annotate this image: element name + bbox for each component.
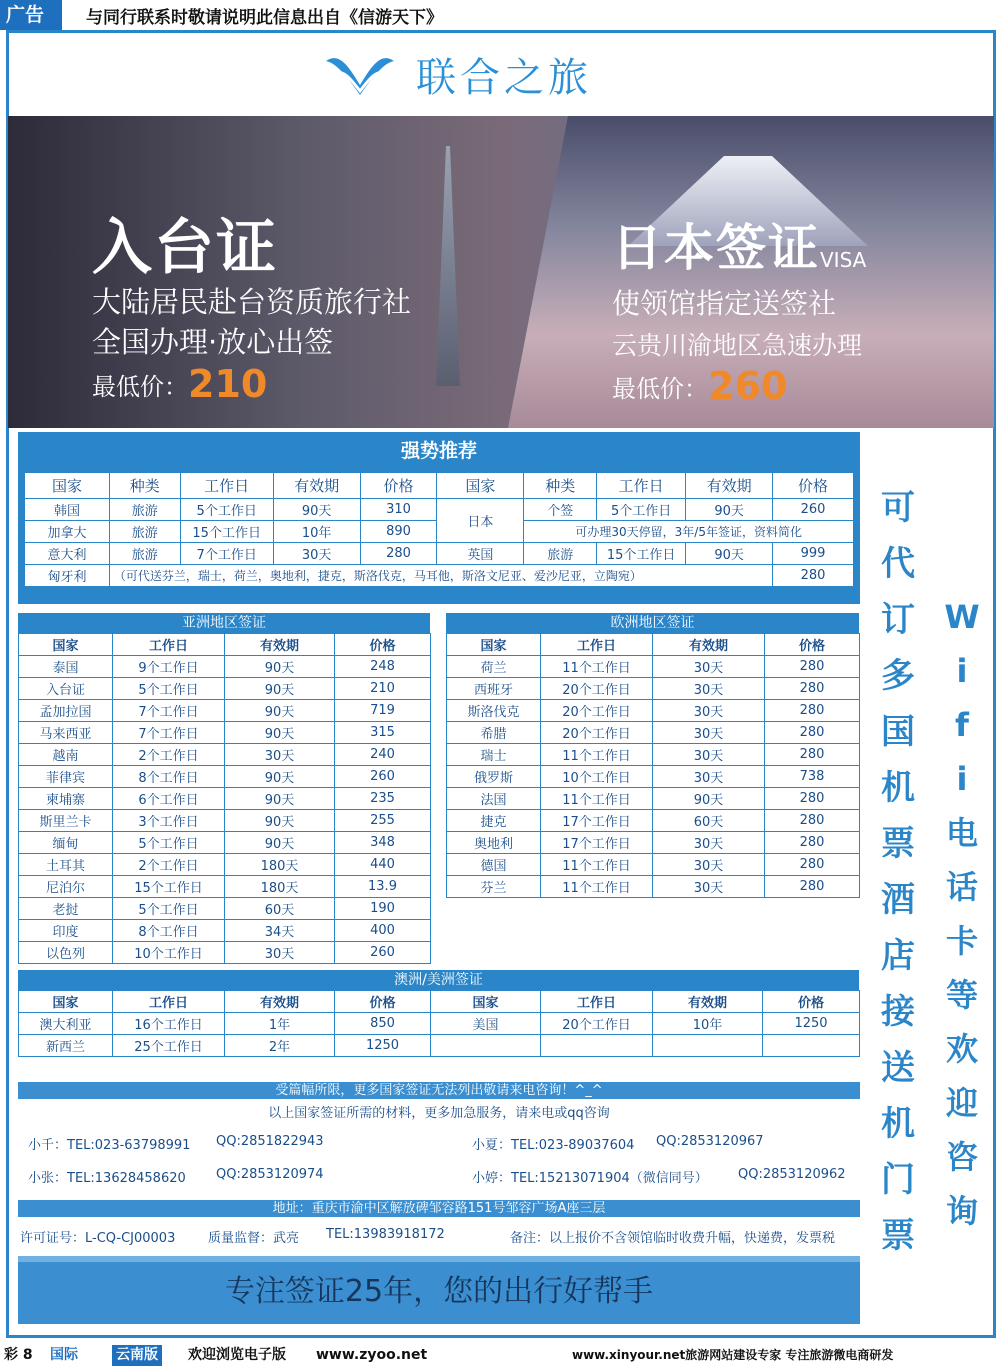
col-header: 工作日 — [597, 473, 686, 499]
col-header: 有效期 — [225, 634, 335, 656]
footer-edition: 云南版 — [112, 1345, 162, 1366]
table-row — [19, 810, 431, 832]
cell: 30天 — [225, 744, 335, 766]
cell: 280 — [765, 678, 860, 700]
cell: 30天 — [653, 656, 765, 678]
cell: 越南 — [19, 744, 113, 766]
cell: 瑞士 — [447, 744, 541, 766]
col-header: 工作日 — [113, 991, 225, 1013]
table-row — [19, 722, 431, 744]
cell: 7个工作日 — [113, 700, 225, 722]
cell: 310 — [360, 499, 437, 521]
cell: 190 — [335, 898, 431, 920]
cell: 缅甸 — [19, 832, 113, 854]
remark: 备注：以上报价不含领馆临时收费升幅，快递费，发票税 — [510, 1231, 836, 1246]
cell: 30天 — [653, 744, 765, 766]
japan-price — [612, 364, 787, 408]
cell — [541, 1035, 653, 1057]
cell: 90天 — [225, 722, 335, 744]
cell: 5个工作日 — [180, 499, 273, 521]
cell: 999 — [773, 543, 854, 565]
tower-image — [428, 146, 468, 386]
cell: 马来西亚 — [19, 722, 113, 744]
side-char: 欢 — [945, 1030, 978, 1068]
recommend-table — [24, 472, 854, 587]
cell: 老挝 — [19, 898, 113, 920]
col-header: 有效期 — [686, 473, 773, 499]
japan-note-cell: 可办理30天停留，3年/5年签证，资料简化 — [524, 521, 854, 543]
side-char: f — [955, 706, 969, 744]
cell: 5个工作日 — [113, 898, 225, 920]
side-char: 等 — [945, 976, 978, 1014]
cell: 890 — [360, 521, 437, 543]
table-row — [447, 876, 860, 898]
cell: 30天 — [653, 700, 765, 722]
col-header: 工作日 — [541, 634, 653, 656]
page-number: 彩 8 — [4, 1347, 33, 1363]
cell: 15个工作日 — [113, 876, 225, 898]
cell: 30天 — [653, 832, 765, 854]
cell: 尼泊尔 — [19, 876, 113, 898]
cell: 澳大利亚 — [19, 1013, 113, 1035]
cell: 旅游 — [109, 521, 180, 543]
cell: 11个工作日 — [541, 854, 653, 876]
cell: 20个工作日 — [541, 678, 653, 700]
table-row — [19, 1013, 860, 1035]
notice-strip: 受篇幅所限，更多国家签证无法列出敬请来电咨询！^_^ — [18, 1082, 860, 1099]
side-char: i — [956, 760, 968, 798]
cell: 6个工作日 — [113, 788, 225, 810]
col-header: 价格 — [335, 991, 431, 1013]
cell: 旅游 — [109, 499, 180, 521]
side-char: 订 — [881, 600, 915, 640]
cell: 9个工作日 — [113, 656, 225, 678]
table-row — [447, 678, 860, 700]
japan-price-label: 最低价： — [612, 374, 708, 403]
cell: 土耳其 — [19, 854, 113, 876]
cell: 7个工作日 — [180, 543, 273, 565]
recommend-table-wrap — [24, 472, 854, 587]
cell: 2年 — [225, 1035, 335, 1057]
cell: 斯里兰卡 — [19, 810, 113, 832]
table-row — [447, 722, 860, 744]
cell: 180天 — [225, 876, 335, 898]
cell: 90天 — [225, 766, 335, 788]
cell: 5个工作日 — [113, 832, 225, 854]
cell: 280 — [765, 810, 860, 832]
americas-title: 澳洲/美洲签证 — [18, 970, 859, 990]
supervisor-tel: TEL:13983918172 — [326, 1227, 445, 1242]
col-header: 价格 — [335, 634, 431, 656]
contact-qq: QQ:2853120967 — [656, 1134, 764, 1149]
cell: 柬埔寨 — [19, 788, 113, 810]
cell: 280 — [765, 722, 860, 744]
side-char: 询 — [945, 1192, 978, 1230]
cell: 3个工作日 — [113, 810, 225, 832]
table-row — [25, 499, 854, 521]
contact-phone: 小张：TEL:13628458620 — [28, 1171, 186, 1186]
cell: 348 — [335, 832, 431, 854]
license-number: 许可证号：L-CQ-CJ00003 — [20, 1231, 176, 1246]
taiwan-price — [92, 362, 267, 406]
cell — [431, 1035, 541, 1057]
col-header: 有效期 — [273, 473, 360, 499]
address-strip: 地址：重庆市渝中区解放碑邹容路151号邹容广场A座三层 — [18, 1200, 860, 1217]
side-char: 可 — [881, 488, 915, 528]
table-row — [19, 788, 431, 810]
cell: 新西兰 — [19, 1035, 113, 1057]
cell: 90天 — [225, 810, 335, 832]
japan-title: 日本签证 — [612, 219, 820, 277]
asia-table — [18, 633, 431, 964]
cell: 280 — [765, 700, 860, 722]
contact-phone: 小千：TEL:023-63798991 — [28, 1138, 191, 1153]
cell: 2个工作日 — [113, 744, 225, 766]
cell: 90天 — [225, 678, 335, 700]
brand-logo — [320, 48, 592, 100]
cell: 280 — [765, 744, 860, 766]
contact-phone: 小婷：TEL:15213071904（微信同号） — [472, 1171, 708, 1186]
table-row — [19, 854, 431, 876]
table-row — [447, 832, 860, 854]
cell: 15个工作日 — [180, 521, 273, 543]
cell: 美国 — [431, 1013, 541, 1035]
cell: 16个工作日 — [113, 1013, 225, 1035]
col-header: 价格 — [765, 634, 860, 656]
cell: 235 — [335, 788, 431, 810]
cell: 210 — [335, 678, 431, 700]
cell: 俄罗斯 — [447, 766, 541, 788]
cell: 10个工作日 — [541, 766, 653, 788]
cell: 泰国 — [19, 656, 113, 678]
side-char: 代 — [881, 544, 915, 584]
cell: 10个工作日 — [113, 942, 225, 964]
cell: 芬兰 — [447, 876, 541, 898]
side-text-services — [876, 480, 920, 1264]
cell: 8个工作日 — [113, 766, 225, 788]
cell: 30天 — [225, 942, 335, 964]
cell: 5个工作日 — [597, 499, 686, 521]
cell: 法国 — [447, 788, 541, 810]
col-header: 国家 — [25, 473, 110, 499]
side-char: 多 — [881, 656, 915, 696]
cell: 入台证 — [19, 678, 113, 700]
table-row — [19, 1035, 860, 1057]
cell: 260 — [335, 766, 431, 788]
cell: 奥地利 — [447, 832, 541, 854]
cell: 1250 — [335, 1035, 431, 1057]
europe-section — [446, 613, 859, 898]
cell: 60天 — [653, 810, 765, 832]
cell: 11个工作日 — [541, 876, 653, 898]
taiwan-title: 入台证 — [92, 213, 278, 283]
side-char: 门 — [881, 1160, 915, 1200]
americas-section — [18, 970, 859, 1057]
col-header: 价格 — [360, 473, 437, 499]
cell: 30天 — [273, 543, 360, 565]
table-row — [19, 700, 431, 722]
europe-table — [446, 633, 860, 898]
cell: 意大利 — [25, 543, 110, 565]
cell: 11个工作日 — [541, 744, 653, 766]
table-row — [447, 810, 860, 832]
japan-title-row — [612, 208, 866, 280]
ad-tag: 广告 — [0, 0, 62, 30]
cell: 德国 — [447, 854, 541, 876]
table-row — [447, 854, 860, 876]
taiwan-price-label: 最低价： — [92, 372, 188, 401]
col-header: 国家 — [437, 473, 524, 499]
col-header: 价格 — [763, 991, 860, 1013]
footer-section: 国际 — [50, 1347, 78, 1363]
asia-title: 亚洲地区签证 — [18, 613, 430, 633]
side-char: 票 — [881, 1216, 915, 1256]
slogan: 专注签证25年，您的出行好帮手 — [224, 1274, 654, 1309]
col-header: 有效期 — [653, 634, 765, 656]
notice-sub: 以上国家签证所需的材料，更多加急服务，请来电或qq咨询 — [268, 1106, 610, 1121]
cell: 280 — [765, 876, 860, 898]
brand-emblem-icon — [320, 51, 400, 97]
europe-title: 欧洲地区签证 — [446, 613, 859, 633]
col-header: 国家 — [19, 634, 113, 656]
col-header: 种类 — [109, 473, 180, 499]
table-row — [447, 766, 860, 788]
cell: 400 — [335, 920, 431, 942]
col-header: 工作日 — [113, 634, 225, 656]
cell: 匈牙利 — [25, 565, 110, 587]
cell: 1250 — [763, 1013, 860, 1035]
table-row — [447, 788, 860, 810]
cell: 希腊 — [447, 722, 541, 744]
slogan-banner — [18, 1256, 860, 1324]
quality-supervisor: 质量监督：武亮 — [208, 1231, 300, 1246]
cell: 240 — [335, 744, 431, 766]
cell: 15个工作日 — [597, 543, 686, 565]
cell: 17个工作日 — [541, 810, 653, 832]
side-char: 票 — [881, 824, 915, 864]
americas-header-row — [19, 991, 860, 1013]
cell: 738 — [765, 766, 860, 788]
cell: 斯洛伐克 — [447, 700, 541, 722]
cell: 30天 — [653, 722, 765, 744]
cell: 280 — [765, 854, 860, 876]
side-char: 咨 — [945, 1138, 978, 1176]
cell: 90天 — [225, 832, 335, 854]
side-char: W — [944, 598, 980, 636]
cell: 西班牙 — [447, 678, 541, 700]
cell: 孟加拉国 — [19, 700, 113, 722]
col-header: 国家 — [447, 634, 541, 656]
taiwan-line1: 大陆居民赴台资质旅行社 — [92, 285, 412, 319]
col-header: 国家 — [431, 991, 541, 1013]
cell — [653, 1035, 763, 1057]
hungary-note-cell: （可代送芬兰，瑞士，荷兰，奥地利，捷克，斯洛伐克，马耳他，斯洛文尼亚、爱沙尼亚，立陶宛） — [109, 565, 772, 587]
table-row — [19, 744, 431, 766]
cell: 日本 — [437, 499, 524, 543]
asia-section — [18, 613, 430, 964]
taiwan-line2: 全国办理·放心出签 — [92, 325, 334, 359]
table-row — [19, 942, 431, 964]
japan-line2: 云贵川渝地区急速办理 — [612, 331, 863, 360]
cell: 17个工作日 — [541, 832, 653, 854]
footer-welcome: 欢迎浏览电子版 — [188, 1347, 286, 1363]
table-row — [19, 766, 431, 788]
cell: 90天 — [225, 656, 335, 678]
cell: 旅游 — [109, 543, 180, 565]
cell: 印度 — [19, 920, 113, 942]
recommend-title: 强势推荐 — [400, 440, 477, 462]
cell: 5个工作日 — [113, 678, 225, 700]
cell: 个签 — [524, 499, 597, 521]
hero-banner — [8, 116, 994, 428]
side-char: i — [956, 652, 968, 690]
col-header: 工作日 — [180, 473, 273, 499]
table-row — [19, 656, 431, 678]
cell: 捷克 — [447, 810, 541, 832]
cell: 90天 — [273, 499, 360, 521]
cell: 韩国 — [25, 499, 110, 521]
cell: 260 — [335, 942, 431, 964]
footer-site: www.zyoo.net — [316, 1347, 428, 1363]
cell: 280 — [773, 565, 854, 587]
cell: 7个工作日 — [113, 722, 225, 744]
cell: 加拿大 — [25, 521, 110, 543]
contact-qq: QQ:2853120962 — [738, 1167, 846, 1182]
cell: 25个工作日 — [113, 1035, 225, 1057]
table-row — [19, 876, 431, 898]
side-char: 机 — [881, 1104, 915, 1144]
japan-title-suffix: VISA — [820, 248, 867, 272]
source-note: 与同行联系时敬请说明此信息出自《信游天下》 — [86, 8, 443, 28]
cell: 255 — [335, 810, 431, 832]
cell: 440 — [335, 854, 431, 876]
cell: 10年 — [653, 1013, 763, 1035]
cell: 315 — [335, 722, 431, 744]
cell: 30天 — [653, 876, 765, 898]
table-row — [19, 832, 431, 854]
cell: 30天 — [653, 678, 765, 700]
cell: 280 — [765, 832, 860, 854]
cell: 90天 — [686, 499, 773, 521]
cell: 90天 — [225, 788, 335, 810]
col-header: 种类 — [524, 473, 597, 499]
cell: 11个工作日 — [541, 788, 653, 810]
col-header: 有效期 — [653, 991, 763, 1013]
side-char: 卡 — [945, 922, 978, 960]
table-row — [447, 700, 860, 722]
cell: 8个工作日 — [113, 920, 225, 942]
cell: 260 — [773, 499, 854, 521]
americas-table — [18, 990, 860, 1057]
table-row — [25, 565, 854, 587]
cell: 1年 — [225, 1013, 335, 1035]
table-row — [25, 543, 854, 565]
taiwan-price-value: 210 — [188, 362, 268, 406]
cell: 13.9 — [335, 876, 431, 898]
cell: 90天 — [225, 700, 335, 722]
col-header: 价格 — [773, 473, 854, 499]
recommend-header-row — [25, 473, 854, 499]
cell: 248 — [335, 656, 431, 678]
cell: 以色列 — [19, 942, 113, 964]
side-char: 接 — [881, 992, 915, 1032]
cell: 719 — [335, 700, 431, 722]
japan-price-value: 260 — [708, 364, 788, 408]
asia-header-row — [19, 634, 431, 656]
footer — [0, 1345, 1000, 1366]
table-row — [19, 920, 431, 942]
side-char: 国 — [881, 712, 915, 752]
cell: 11个工作日 — [541, 656, 653, 678]
contact-qq: QQ:2851822943 — [216, 1134, 324, 1149]
side-char: 迎 — [945, 1084, 978, 1122]
cell: 180天 — [225, 854, 335, 876]
cell: 280 — [360, 543, 437, 565]
cell: 280 — [765, 788, 860, 810]
table-row — [447, 656, 860, 678]
side-char: 话 — [945, 868, 978, 906]
brand-name: 联合之旅 — [416, 54, 592, 101]
cell: 20个工作日 — [541, 700, 653, 722]
side-char: 送 — [881, 1048, 915, 1088]
table-row — [447, 744, 860, 766]
cell: 30天 — [653, 766, 765, 788]
side-char: 电 — [945, 814, 978, 852]
cell: 90天 — [653, 788, 765, 810]
contact-qq: QQ:2853120974 — [216, 1167, 324, 1182]
side-char: 店 — [881, 936, 915, 976]
table-row — [19, 898, 431, 920]
side-char: 机 — [881, 768, 915, 808]
cell: 2个工作日 — [113, 854, 225, 876]
cell: 20个工作日 — [541, 722, 653, 744]
cell — [763, 1035, 860, 1057]
cell: 菲律宾 — [19, 766, 113, 788]
col-header: 国家 — [19, 991, 113, 1013]
japan-line1: 使领馆指定送签社 — [612, 287, 837, 320]
cell: 90天 — [686, 543, 773, 565]
cell: 60天 — [225, 898, 335, 920]
cell: 30天 — [653, 854, 765, 876]
cell: 英国 — [437, 543, 524, 565]
table-row — [19, 678, 431, 700]
contact-phone: 小夏：TEL:023-89037604 — [472, 1138, 635, 1153]
cell: 850 — [335, 1013, 431, 1035]
footer-right: www.xinyour.net旅游网站建设专家 专注旅游微电商研发 — [572, 1348, 894, 1362]
side-text-wifi — [940, 590, 984, 1238]
col-header: 工作日 — [541, 991, 653, 1013]
cell: 旅游 — [524, 543, 597, 565]
side-char: 酒 — [881, 880, 915, 920]
col-header: 有效期 — [225, 991, 335, 1013]
cell: 10年 — [273, 521, 360, 543]
cell: 280 — [765, 656, 860, 678]
cell: 20个工作日 — [541, 1013, 653, 1035]
cell: 荷兰 — [447, 656, 541, 678]
europe-header-row — [447, 634, 860, 656]
cell: 34天 — [225, 920, 335, 942]
